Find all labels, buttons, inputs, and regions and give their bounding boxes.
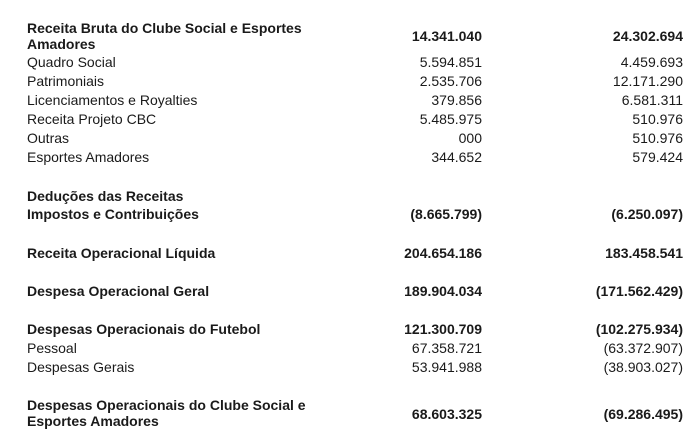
value-column-2: 4.459.693 — [620, 54, 683, 70]
value-column-1: 204.654.186 — [404, 245, 482, 261]
value-column-2: (69.286.495) — [603, 406, 683, 422]
row-label: Deduções das Receitas — [27, 188, 184, 204]
value-column-1: 344.652 — [431, 149, 482, 165]
row-label: Esportes Amadores — [27, 149, 150, 165]
row-label: Pessoal — [27, 340, 77, 356]
value-column-1: 189.904.034 — [404, 283, 482, 299]
value-column-2: (38.903.027) — [603, 359, 683, 375]
row-label: Outras — [27, 130, 70, 146]
value-column-1: 379.856 — [431, 92, 482, 108]
value-column-2: (6.250.097) — [611, 206, 683, 222]
row-label: Impostos e Contribuições — [27, 206, 199, 222]
row-label: Amadores — [27, 36, 96, 52]
value-column-1: 5.594.851 — [419, 54, 482, 70]
value-column-2: 579.424 — [632, 149, 683, 165]
value-column-1: 53.941.988 — [411, 359, 482, 375]
row-label: Receita Projeto CBC — [27, 111, 157, 127]
value-column-2: (102.275.934) — [595, 321, 683, 337]
value-column-2: 183.458.541 — [605, 245, 683, 261]
value-column-1: 000 — [458, 130, 482, 146]
value-column-2: (63.372.907) — [603, 340, 683, 356]
row-label: Patrimoniais — [27, 73, 105, 89]
value-column-1: 67.358.721 — [411, 340, 482, 356]
row-label: Licenciamentos e Royalties — [27, 92, 198, 108]
value-column-2: (171.562.429) — [595, 283, 683, 299]
value-column-2: 6.581.311 — [621, 92, 683, 108]
value-column-2: 24.302.694 — [612, 28, 683, 44]
row-label: Despesas Gerais — [27, 359, 135, 375]
value-column-1: 2.535.706 — [419, 73, 482, 89]
row-label: Despesa Operacional Geral — [27, 283, 210, 299]
value-column-1: 5.485.975 — [419, 111, 482, 127]
value-column-2: 510.976 — [632, 111, 683, 127]
row-label: Receita Operacional Líquida — [27, 245, 216, 261]
row-label: Esportes Amadores — [27, 413, 159, 429]
row-label: Receita Bruta do Clube Social e Esportes — [27, 20, 302, 36]
value-column-2: 510.976 — [632, 130, 683, 146]
value-column-1: 68.603.325 — [411, 406, 482, 422]
value-column-1: (8.665.799) — [410, 206, 482, 222]
row-label: Despesas Operacionais do Futebol — [27, 321, 261, 337]
value-column-2: 12.171.290 — [612, 73, 683, 89]
row-label: Despesas Operacionais do Clube Social e — [27, 397, 306, 413]
value-column-1: 121.300.709 — [404, 321, 482, 337]
row-label: Quadro Social — [27, 54, 116, 70]
value-column-1: 14.341.040 — [411, 28, 482, 44]
